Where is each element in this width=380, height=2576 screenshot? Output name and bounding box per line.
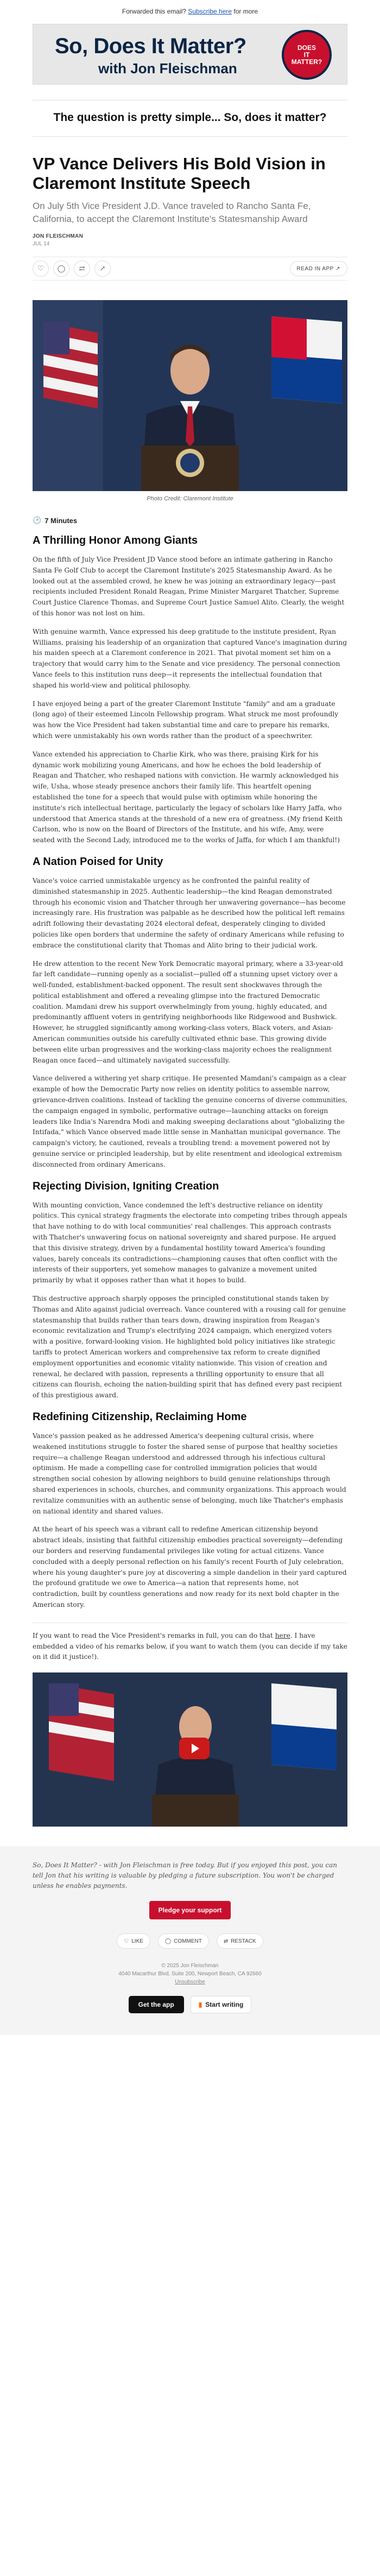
- heart-icon: ♡: [124, 1938, 129, 1944]
- pledge-note: So, Does It Matter? - with Jon Fleischman is free today. But if you enjoyed this post, you can tell Jon that his writing is valuable by pledging a future subscription. You won't be charged unless he enables payments.: [33, 1861, 337, 1890]
- post-date: JUL 14: [33, 241, 50, 247]
- comment-button[interactable]: ◯ COMMENT: [158, 1933, 209, 1949]
- photo-caption: Photo Credit: Claremont Institute: [147, 495, 233, 502]
- divider: [33, 136, 347, 137]
- subscribe-link[interactable]: Subscribe here: [188, 8, 232, 15]
- arrow-icon: ↗: [335, 265, 340, 272]
- banner-title: So, Does It Matter?: [55, 34, 246, 58]
- read-time: 🕑 7 Minutes: [33, 516, 78, 525]
- read-in-app-button[interactable]: READ IN APP ↗: [290, 261, 347, 276]
- section-heading: A Nation Poised for Unity: [33, 855, 163, 868]
- paragraph: He drew attention to the recent New York Democratic mayoral primary, where a 33-year-old far left candidate—running openly as a socialist—pulled off a stunning upset victory over a well-funded, establishment-backed opponent. The result sent shockwaves through the political establishment and offered a revealing glimpse into the fractured Democratic coalition. Mamdani drew his support overwhelmingly from young, highly educated, and predominantly affluent voters in gentrifying neighborhoods like Ridgewood and Bushwick. However, he struggled significantly among working-class voters, Black voters, and Asian-American communities outside his carefully cultivated ethnic base. This growing divide between elite urban progressives and the working-class majority echoes the realignment Reagan once faced—and ultimately navigated successfully.: [33, 959, 343, 1064]
- substack-icon: ▮: [198, 2001, 202, 2009]
- post-title[interactable]: VP Vance Delivers His Bold Vision in Claremont Institute Speech: [33, 154, 326, 193]
- does-it-matter-logo: DOES IT MATTER?: [282, 30, 332, 80]
- publication-tagline: The question is pretty simple... So, does it matter?: [53, 111, 327, 124]
- embedded-video[interactable]: [33, 1672, 347, 1827]
- full-remarks-link[interactable]: here: [275, 1631, 290, 1639]
- section-heading: Rejecting Division, Igniting Creation: [33, 1180, 219, 1192]
- engagement-buttons: [33, 1933, 347, 1949]
- section-heading: Redefining Citizenship, Reclaiming Home: [33, 1410, 247, 1423]
- paragraph: On the fifth of July Vice President JD Vance stood before an intimate gathering in Rancho Santa Fe Golf Club to accept the Claremont Institute's 2025 Statesmanship Award. As he looked out at the assembled crowd, he knew he was joining an extraordinary legacy—past recipients included President Ronald Reagan, Prime Minister Margaret Thatcher, Supreme Court Justice Clarence Thomas, and Supreme Court Justice Samuel Alito. Clearly, the weight of this honor was not lost on him.: [33, 556, 345, 617]
- comment-icon: ◯: [164, 1938, 172, 1944]
- like-button[interactable]: ♡ LIKE: [117, 1933, 150, 1949]
- forward-notice: Forwarded this email? Subscribe here for more: [122, 8, 258, 15]
- unsubscribe-link[interactable]: Unsubscribe: [175, 1979, 205, 1986]
- publication-banner[interactable]: [33, 24, 347, 85]
- clock-icon: 🕑: [33, 516, 42, 524]
- paragraph: Vance extended his appreciation to Charlie Kirk, who was there, praising Kirk for his dynamic work mobilizing young Americans, and how he echoes the bold leadership of Reagan and Thatcher, who reshaped nations with conviction. He warmly acknowledged his wife, Usha, whose steady presence anchors their family life. This heartfelt opening established the tone for a speech that would pulse with optimism while honoring the institute's rich intellectual heritage, particularly the legacy of scholars like Harry Jaffa, who understood that America stands at the threshold of a new era of greatness. (My friend Keith Carlson, who is now on the Board of Directors of the Institute, and his wife, Amy, were seated with the Second Lady, introduced me to the works of Jaffa, for which I am thankful!): [33, 750, 343, 844]
- post-action-bar: [33, 257, 347, 281]
- paragraph: With genuine warmth, Vance expressed his deep gratitude to the institute president, Ryan Williams, praising his leadership of an organization that captured Vance's imagination during his maiden speech at a Claremont conference in 2021. That pivotal moment set him on a trajectory that would carry him to the Senate and vice presidency. The personal connection Vance feels to this institution runs deep—it represents the intellectual foundation that shaped his world-view and political philosophy.: [33, 627, 347, 689]
- paragraph: Vance delivered a withering yet sharp critique. He presented Mamdani's campaign as a clear example of how the Democratic Party now relies on identity politics to assemble narrow, grievance-driven coalitions. Instead of tackling the genuine concerns of diverse communities, the campaign engaged in symbolic, performative outrage—launching attacks on foreign leaders like India's Narendra Modi and making sweeping declarations about "globalizing the Intifada," which Vance observed made little sense in Manhattan municipal governance. The campaign's victory, he cautioned, reveals a troubling trend: a movement powered not by genuine service or principled leadership, but by elite resentment and ideological extremism disconnected from ordinary Americans.: [33, 1074, 347, 1168]
- get-the-app-button[interactable]: Get the app: [129, 1996, 184, 2013]
- post-subtitle: On July 5th Vice President J.D. Vance traveled to Rancho Santa Fe, California, to accept the Claremont Institute's Statesmanship Award: [33, 201, 311, 224]
- paragraph: At the heart of his speech was a vibrant call to redefine American citizenship beyond abstract ideals, insisting that faithful citizenship embodies practical sovereignty—defending our borders and reserving fundamental privileges like voting for actual citizens. Vance concluded with a deeply personal reflection on his family's recent Fourth of July celebration, where his young daughter's pure joy at discovering a simple dandelion in their yard captured the profound gratitude we owe to America—a nation that represents home, not contradiction, built by countless generations and now ready for its next bold chapter in the American story.: [33, 1525, 347, 1608]
- like-icon[interactable]: ♡: [33, 260, 49, 277]
- paragraph: Vance's voice carried unmistakable urgency as he confronted the painful reality of diminished statesmanship in 2025. Authentic leadership—the kind Reagan demonstrated through his economic vision and Thatcher through her unwavering governance—has become increasingly rare. His frustration was palpable as he described how the political left remains adrift following their devastating 2024 electoral defeat, desperately clinging to divided policies like open borders that undermine the safety of ordinary Americans while refusing to embrace the constitutional clarity that Thomas and Alito bring to their judicial work.: [33, 876, 346, 949]
- play-icon[interactable]: [179, 1738, 210, 1759]
- hero-photo[interactable]: [33, 300, 347, 491]
- paragraph: This destructive approach sharply opposes the principled constitutional stands taken by Thomas and Alito against judicial overreach. Vance countered with a rousing call for genuine statesmanship that builds rather than tears down, drawing inspiration from Reagan's economic revitalization and Trump's electrifying 2024 campaign, which energized voters with a positive, forward-looking vision. He highlighted bold policy initiatives like strategic tariffs to protect American workers and comprehensive tax reform to create dignified employment opportunities and economic vitality nationwide. This vision of creation and renewal, he declared with passion, represents a thrilling opportunity to ensure that all citizens can flourish, echoing the nation-building spirit that has defined every past recipient of this prestigious award.: [33, 1295, 346, 1400]
- footer: [0, 1846, 380, 2035]
- restack-icon: ⇄: [223, 1938, 229, 1944]
- share-icon[interactable]: ↗: [94, 260, 111, 277]
- start-writing-button[interactable]: ▮ Start writing: [191, 1996, 252, 2013]
- paragraph: Vance's passion peaked as he addressed America's deepening cultural crisis, where weakened institutions struggle to foster the shared sense of purpose that healthy societies require—a challenge Reagan understood and addressed through his infectious cultural optimism. He made a compelling case for controlled immigration policies that would strengthen social cohesion by allowing neighbors to build genuine relationships through shared experiences in schools, churches, and community organizations. This approach would revitalize communities with an authentic sense of belonging, much like Thatcher's emphasis on national identity and shared values.: [33, 1432, 346, 1515]
- footer-legal: © 2025 Jon Fleischman 4040 Macarthur Blvd, Suite 200, Newport Beach, CA 92660 Unsubscribe: [118, 1963, 262, 1986]
- speaker-photo-illustration: [33, 300, 347, 491]
- video-intro: If you want to read the Vice President's remarks in full, you can do that here. I have embedded a video of his remarks below, if you want to watch them (you can decide if my take on it did it justice!).: [33, 1631, 347, 1661]
- restack-icon[interactable]: ⇄: [74, 260, 90, 277]
- comment-icon[interactable]: ◯: [53, 260, 69, 277]
- restack-button[interactable]: ⇄ RESTACK: [217, 1933, 263, 1949]
- post-author[interactable]: JON FLEISCHMAN: [33, 233, 84, 239]
- section-heading: A Thrilling Honor Among Giants: [33, 535, 198, 546]
- banner-subtitle: with Jon Fleischman: [98, 60, 237, 77]
- paragraph: With mounting conviction, Vance condemned the left's destructive reliance on identity politics. This cynical strategy fragments the electorate into competing tribes through appeals that have nothing to do with local communities' real challenges. This approach contrasts with Thatcher's unwavering focus on national sovereignty and shared purpose. He argued that this divisive strategy, driven by a fundamental hostility toward America's founding values, barely conceals its contradictions—championing causes that often conflict with the interests of their supporters, yet somehow manages to galvanize a movement united primarily by what it opposes rather than what it hopes to build.: [33, 1201, 347, 1284]
- pledge-button[interactable]: Pledge your support: [149, 1901, 231, 1919]
- paragraph: I have enjoyed being a part of the greater Claremont Institute "family" and am a graduate (long ago) of their esteemed Lincoln Fellowship program. What struck me most profoundly was how the Vice President had taken substantial time and care to prepare his remarks, which were unmistakably his own words rather than the product of a speechwriter.: [33, 699, 339, 740]
- app-buttons: [33, 1996, 347, 2013]
